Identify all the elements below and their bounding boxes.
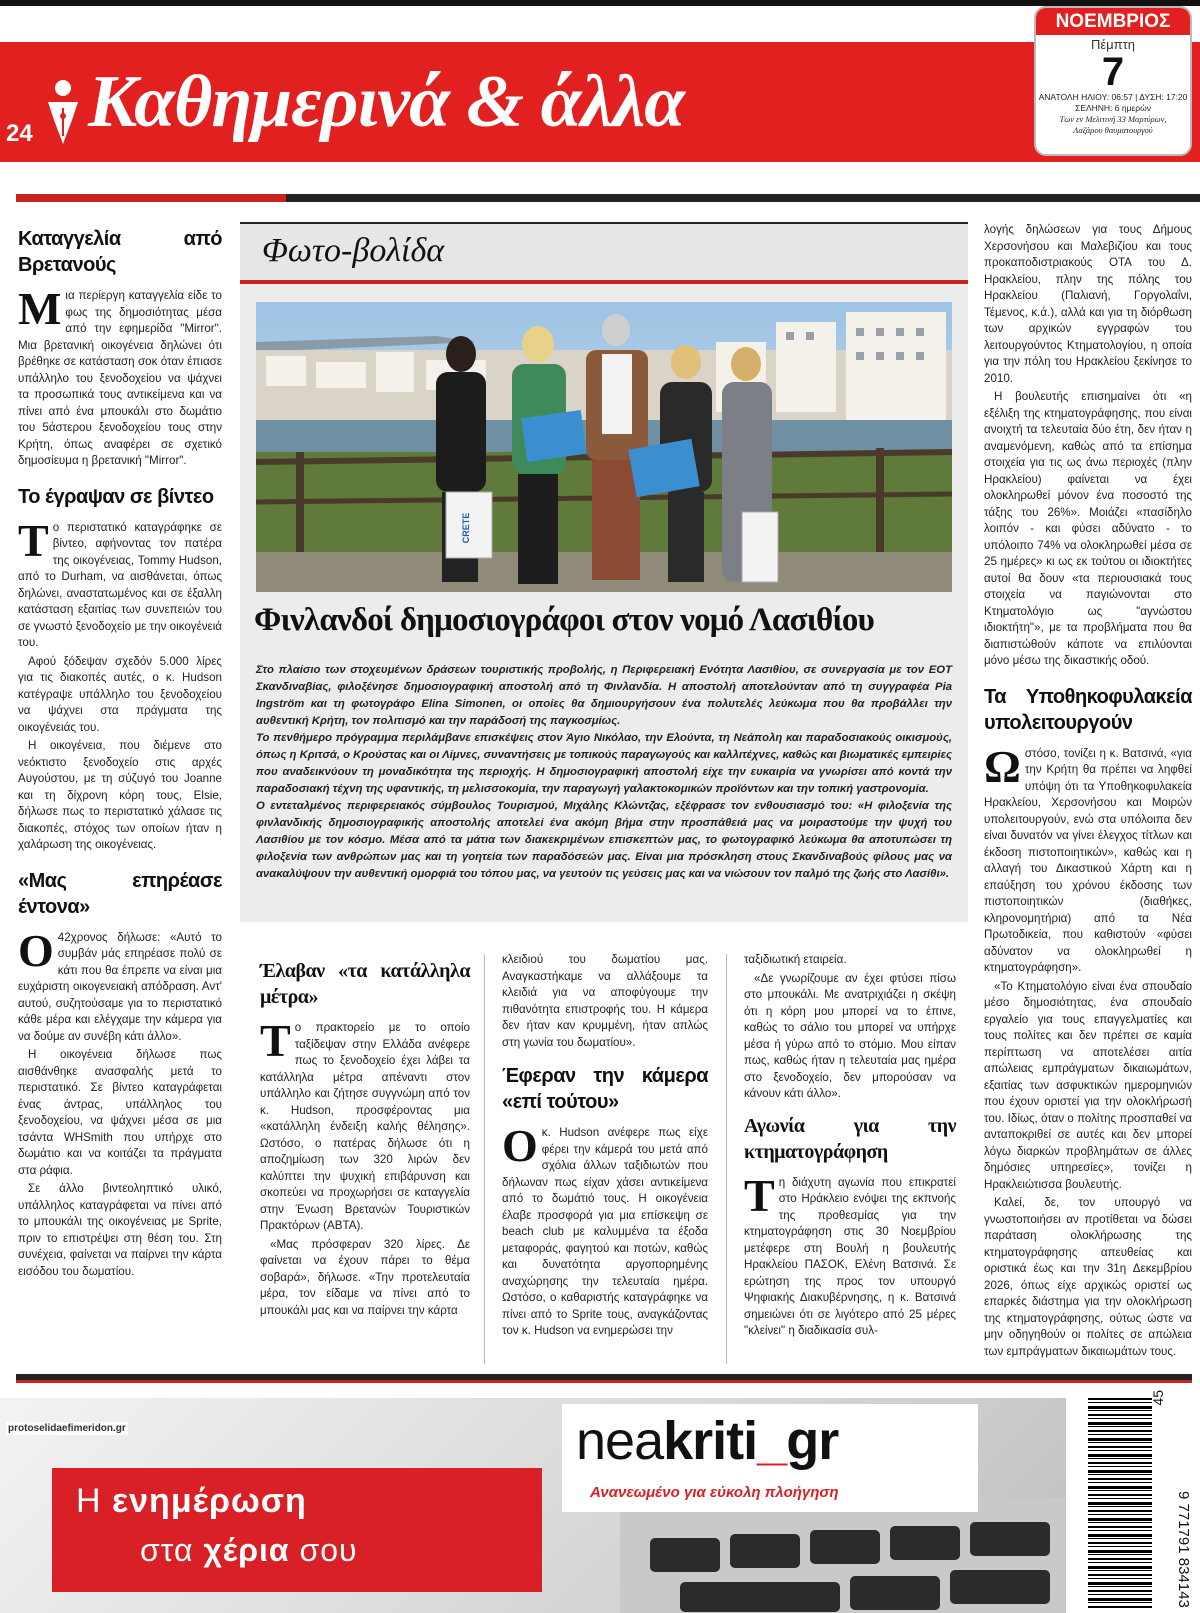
saints-line-2: Λαζάρου θαυματουργού — [1073, 125, 1153, 135]
bag-label: CRETE — [461, 512, 471, 544]
bottom-rule-red — [16, 1380, 1192, 1383]
paragraph: Η οικογένεια, που διέμενε στο νεόκτιστο ξενοδοχείο στις αρχές Αυγούστου, με τη σύζυγό του Joanne και τη δίχρονη κόρη τους, Elsie, δήλωσε πως το περιστατικό χάλασε τις διακοπές, στόχος των οποίων ήταν η χαλάρωση της οικογένειας. — [18, 739, 222, 851]
date-box — [1034, 6, 1192, 156]
bottom-column-1 — [260, 954, 470, 1321]
drop-cap: Ο — [502, 1120, 538, 1171]
ad-slogan-line-1: Η ενημέρωση — [76, 1482, 307, 1520]
section-title: Καθημερινά & άλλα — [88, 61, 685, 143]
paragraph: Αφού ξόδεψαν σχεδόν 5.000 λίρες για τις διακοπές αυτές, ο κ. Hudson κατέγραψε υπάλληλο του ξενοδοχείου να ψάχνει στα πράγματα της οικογένειάς του. — [18, 654, 222, 734]
paragraph: Ωστόσο, τονίζει η κ. Βατσινά, «για την Κρήτη θα πρέπει να ληφθεί υπόψη ότι τα Υποθηκοφυλακεία Ηρακλείου, Χερσονήσου και Μοιρών υπολειτουργούν, ενώ στα υπόλοιπα δεν είναι δυνατόν να γίνει έλεγχος τίτλων και έκδοση πιστοποιητικών», καθώς και η αλλαγή του Δικαστικού Χάρτη και η επαύξηση του χρόνου έκδοσης των πιστοποιητικών (διαθήκες, κληρονομητήρια) από τα Νέα Πρωτοδικεία, που καθιστούν «φύσει αδύνατον να ολοκληρωθεί η κτηματογράφηση». — [984, 740, 1192, 974]
section-rule-red — [16, 194, 286, 202]
section-rule-black — [286, 194, 1200, 202]
sun-times: ΑΝΑΤΟΛΗ ΗΛΙΟΥ: 06:57 | ΔΥΣΗ: 17:20 — [1038, 92, 1188, 102]
column-divider — [484, 954, 485, 1364]
subheading: «Μας επηρέασε έντονα» — [18, 869, 222, 918]
lead-paragraph: Ο εντεταλμένος περιφερειακός σύμβουλος Τουρισμού, Μιχάλης Κλώντζας, εξέφρασε τον ενθουσιασμό του: «Η φιλοξενία της φινλανδικής δημοσιογραφικής αποστολής αποτελεί ένα ακόμη βήμα στην προσπάθειά μας να μοιραστούμε την ψυχή του Λασιθίου με τον κόσμο. Μέσα από τα μάτια των διακεκριμένων επισκεπτών μας, το φωτογραφικό λεύκωμα θα αποτυπώσει τη φιλοξενία των ανθρώπων μας και τη γοητεία των παραδόσεών μας. Είναι μια πρόσκληση στους Σκανδιναβούς φίλους μας να ανακαλύψουν την αυθεντική ομορφιά του τόπου μας, να γευτούν τις γεύσεις μας και να νιώσουν τον παλμό της ζωής στο Λασίθι». — [256, 800, 952, 880]
advertisement[interactable] — [0, 1398, 1066, 1613]
paragraph: Καλεί, δε, τον υπουργό να γνωστοποιήσει αν προτίθεται να δώσει παράταση ολοκλήρωσης της κτηματογράφησης απευθείας και οριστικά έως και την 31η Δεκεμβρίου 2026, όπως είχε αρχικώς οριστεί ως επαρκές διάστημα για την ολοκλήρωση της κτηματογράφησης, ούτως ώστε να μην οδηγηθούν οι πολίτες σε απώλεια των εμπράγματων δικαιωμάτων τους. — [984, 1196, 1192, 1358]
paragraph: Τη διάχυτη αγωνία που επικρατεί στο Ηράκλειο ενόψει της εκπνοής της προθεσμίας για την κτηματογράφηση στις 30 Νοεμβρίου μετέφερε στη Βουλή η βουλευτής Ηρακλείου ΠΑΣΟΚ, Ελένη Βατσινά. Σε ερώτηση της προς τον υπουργό Ψηφιακής Διακυβέρνησης, η κ. Βατσινά σημειώνει ότι σε λιγότερο από 25 μέρες "κλείνει" η διαδικασία συλ- — [744, 1169, 956, 1337]
feature-headline: Φινλανδοί δημοσιογράφοι στον νομό Λασιθίου — [254, 602, 874, 638]
paragraph: Οκ. Hudson ανέφερε πως είχε φέρει την κάμερά του μετά από σχόλια άλλων ταξιδιωτών που δήλωναν πως είχαν χάσει αντικείμενα από το δωμάτιό τους. Η οικογένεια έλαβε προσφορά για μια επίσκεψη σε beach club με καλυμμένα τα έξοδα μεταφοράς, φαγητού και ποτών, καθώς και δυνατότητα αργοπορημένης αναχώρησης την τελευταία ημέρα. Ωστόσο, ο καθαριστής καταγράφηκε να πίνει από το Sprite τους, αναγκάζοντας τον κ. Hudson να ενημερώσει την — [502, 1120, 708, 1337]
paragraph: ταξιδιωτική εταιρεία. — [744, 953, 847, 966]
paragraph: Το περιστατικό καταγράφηκε σε βίντεο, αφήνοντας τον πατέρα της οικογένειας, Tommy Hudson, από το Durham, να αισθάνεται, όπως δηλώνει, αναστατωμένος και σε έξαλλη κατάσταση εξαιτίας των συνεπειών του σε γνωστό ξενοδοχείο με την οικογένειά του. — [18, 514, 222, 649]
ad-slogan-line-2: στα χέρια σου — [140, 1532, 358, 1568]
feature-box — [240, 222, 968, 922]
barcode-bars — [1088, 1398, 1152, 1608]
barcode — [1070, 1390, 1196, 1613]
moon-phase: ΣΕΛΗΝΗ: 6 ημερών — [1075, 103, 1151, 113]
paragraph: «Δε γνωρίζουμε αν έχει φτύσει πίσω στο μπουκάλι. Με ανατριχιάζει η σκέψη ότι η κόρη μου μπορεί να το έπινε, καθώς το σάλιο του μπορεί να υπήρχε μέσα ή γύρω από το στόμιο. Μου είπαν πως, καθώς ήταν η τελευταία μας ημέρα στο ξενοδοχείο, δεν μπορούσαν να κάνουν κάτι άλλο». — [744, 971, 956, 1100]
bottom-column-3 — [744, 952, 956, 1342]
paragraph: Η βουλευτής επισημαίνει ότι «η εξέλιξη της κτηματογράφησης, που είναι ανοιχτή τα τελευταία δύο έτη, δεν ήταν η αναμενόμενη, καθώς από τα επίσημα στοιχεία για τις ως άνω περιοχές (πλην Ηρακλείου) φαίνεται να έχει ολοκληρωθεί μόνον ένα ποσοστό της τάξης του 26%». Μοιάζει «πασίδηλο λοιπόν - και φύσει αδύνατο - το υπόλοιπο 74% να ολοκληρωθεί μέσα σε 25 ημέρες» κι ως εκ τούτου οι ιδιοκτήτες αυτοί θα δουν «τα περιουσιακά τους στοιχεία να παγιώνονται στο Κτηματολόγιο ως "αγνώστου ιδιοκτήτη"», με τα προβλήματα που θα διαπιστώθούν κάποτε να επιλύονται μόνο μέσω της δικαστικής οδού. — [984, 390, 1192, 667]
feature-label-bar — [240, 222, 968, 284]
barcode-number: 9 771791 834143 — [1175, 1491, 1192, 1608]
date-weekday: Πέμπτη — [1090, 37, 1135, 52]
subheading: Αγωνία για την κτηματογράφηση — [744, 1114, 956, 1163]
drop-cap: Τ — [744, 1169, 775, 1221]
paragraph: κλειδιού του δωματίου μας. Αναγκαστήκαμε να αλλάξουμε τα κλειδιά για να αποφύγουμε την πιθανότητα επιστροφής του. Η κάμερα δεν ήταν καν κρυμμένη, ήταν απλώς στη γωνία του δωματίου». — [502, 953, 708, 1049]
group-photo — [256, 302, 952, 592]
subheading: Έφεραν την κάμερα «επί τούτου» — [502, 1065, 708, 1113]
subheading: Έλαβαν «τα κατάλληλα μέτρα» — [260, 960, 470, 1008]
paragraph: Η οικογένεια δήλωσε πως αισθάνθηκε ανασφαλής μετά το περιστατικό. Σε βίντεο καταγράφεται ένας άντρας, υπάλληλος του ξενοδοχείου, να ψάχνει μέσα σε μια τσάντα WHSmith που υπήρχε στο δωμάτιο και να κοιτάζει τα πράγματα στα ράφια. — [18, 1048, 222, 1177]
issue-number: 45 — [1150, 1390, 1166, 1406]
top-rule — [0, 0, 1200, 6]
page-number: 24 — [6, 120, 33, 147]
keyboard-image — [620, 1498, 1066, 1613]
pen-nib-logo-icon — [40, 76, 86, 146]
subheading: Τα Υποθηκοφυλακεία υπολειτουργούν — [984, 685, 1192, 734]
paragraph: Σε άλλο βιντεοληπτικό υλικό, υπάλληλος καταγράφεται να πίνει από το μπουκάλι της οικογένειας με Sprite, πριν το επιστρέψει στη θέση του. Στη συνέχεια, φαίνεται να παίρνει την κάρτα εισόδου του δωματίου. — [18, 1182, 222, 1278]
date-day-number: 7 — [1101, 50, 1125, 94]
article-heading: Καταγγελία από Βρετανούς — [18, 228, 222, 276]
drop-cap: Τ — [18, 514, 49, 566]
ad-brand-logo: neakriti_gr — [576, 1411, 839, 1471]
paragraph: Μια περίεργη καταγγελία είδε το φως της δημοσιότητας μέσα από την εφημερίδα "Mirror". Μια βρετανική οικογένεια δηλώνει ότι βρέθηκε σε κατάσταση σοκ όταν έπιασε υπάλληλο του ξενοδοχείου να ψάχνει τα προσωπικά τους αντικείμενα και να πίνει από ένα μπουκάλι στο δωμάτιο του 5άστερου ξενοδοχείου τους στην Κρήτη, όπως αναφέρει σε σχετικό δημοσίευμα η βρετανική "Mirror". — [18, 283, 222, 467]
left-column-article — [18, 222, 222, 1282]
paragraph: Το πρακτορείο με το οποίο ταξίδεψαν στην Ελλάδα ανέφερε πως το ξενοδοχείο έχει λάβει τα κατάλληλα μέτρα απέναντι στον υπάλληλο και ζήτησε συγγνώμη από τον κ. Hudson, προσφέροντας μια «κατάλληλη ένδειξη καλής θέλησης». Ωστόσο, ο πατέρας δήλωσε ότι η αποζημίωση των 320 λιρών δεν καλύπτει την ψυχική επιβάρυνση και σκοπεύει να προχωρήσει σε καταγγελία στην Ένωση Βρετανών Τουριστικών Πρακτόρων (ABTA). — [260, 1015, 470, 1232]
paragraph: «Μας πρόσφεραν 320 λίρες. Δε φαίνεται να έχουν πάρει το θέμα σοβαρά», δήλωσε. «Την προτελευταία μέρα, τον είδαμε να πίνει από το μπουκάλι μας και να παίρνει την κάρτα — [260, 1237, 470, 1317]
subheading: Το έγραψαν σε βίντεο — [18, 485, 214, 508]
saints-line-1: Των εν Μελιτινή 33 Μαρτύρων, — [1059, 114, 1167, 124]
lead-paragraph: Το πενθήμερο πρόγραμμα περιλάμβανε επισκέψεις στον Άγιο Νικόλαο, την Ελούντα, τη Νεάπολη και παραδοσιακούς οικισμούς, όπως η Κριτσά, ο Κρούστας και οι Λίμνες, συναντήσεις με τοπικούς παραγωγούς και καλλιτέχνες, καθώς και βιωματικές εμπειρίες που αναδεικνύουν τη μοναδικότητα της περιοχής. Η δημοσιογραφική αποστολή είχε την ευκαιρία να γνωρίσει από κοντά την παραδοσιακή τέχνη της υφαντικής, τη μελισσοκομία, την παραγωγή γαλακτοκομικών προϊόντων και την τοπική γαστρονομία. — [256, 732, 952, 795]
drop-cap: Ο — [18, 924, 54, 976]
drop-cap: Τ — [260, 1015, 291, 1066]
masthead — [0, 0, 1200, 196]
feature-lead — [256, 662, 952, 883]
right-column-article — [984, 222, 1192, 1362]
bottom-column-2 — [502, 952, 708, 1342]
column-divider — [726, 954, 727, 1364]
drop-cap: Ω — [984, 740, 1021, 792]
drop-cap: Μ — [18, 283, 62, 334]
paragraph: Ο 42χρονος δήλωσε: «Αυτό το συμβάν μάς επηρέασε πολύ σε κάτι που θα έπρεπε να είναι μια ευχάριστη οικογενειακή απόδραση. Αντ' αυτού, συζητούσαμε για το περιστατικό κάθε μέρα και ελέγχαμε την κάμερα για να δούμε αν συνέβη κάτι άλλο». — [18, 924, 222, 1043]
date-month: ΝΟΕΜΒΡΙΟΣ — [1036, 8, 1190, 35]
paragraph: λογής δηλώσεων για τους Δήμους Χερσονήσου και Μαλεβιζίου και τους προκαποδιστριακούς ΟΤΑ του Δ. Ηρακλείου, πλην της πόλης του Ηρακλείου (Παλιανή, Γοργολαΐνι, Τέμενος, κ.ά.), αλλά και για τη διόρθωση των αρχικών εγγραφών του λειτουργούντος Κτηματολογίου, η οποία για την πόλη του Ηρακλείου ξεκίνησε το 2010. — [984, 223, 1192, 385]
lead-paragraph: Στο πλαίσιο των στοχευμένων δράσεων τουριστικής προβολής, η Περιφερειακή Ενότητα Λασιθίου, σε συνεργασία με τον ΕΟΤ Σκανδιναβίας, φιλοξένησε δημοσιογραφική αποστολή από τη Φινλανδία. Η αποστολή αποτελούνταν από τη συγγραφέα Pia Ingström και τη φωτογράφο Elina Simonen, οι οποίες θα δημιουργήσουν ένα πολυτελές λεύκωμα που θα προβάλλει την αυθεντική Κρήτη, τον πολιτισμό και την παράδοσή της παγκοσμίως. — [256, 664, 952, 727]
paragraph: «Το Κτηματολόγιο είναι ένα σπουδαίο μέσο δημοσιότητας, ένα σπουδαίο εργαλείο για τους επαγγελματίες και τους πολίτες και δεν πρέπει σε καμία περίπτωση να αποτελέσει αιτία απώλειας εμπράγματων δικαιωμάτων, εξαιτίας των ασφυκτικών ημερομηνιών που έχουν οριστεί για την ολοκλήρωσή του. Ιδίως, όταν ο πολίτης προσπαθεί να ανταποκριθεί σε αυτές και δεν μπορεί λόγω διαρκών προβλημάτων σε άλλες δημόσιες υπηρεσίες», τονίζει η Ηρακλειώτισσα βουλευτής. — [984, 979, 1192, 1191]
ad-tagline: Ανανεωμένο για εύκολη πλοήγηση — [590, 1484, 839, 1501]
feature-label: Φωτο-βολίδα — [262, 232, 445, 269]
source-watermark: protoselidaefimeridon.gr — [8, 1423, 126, 1434]
